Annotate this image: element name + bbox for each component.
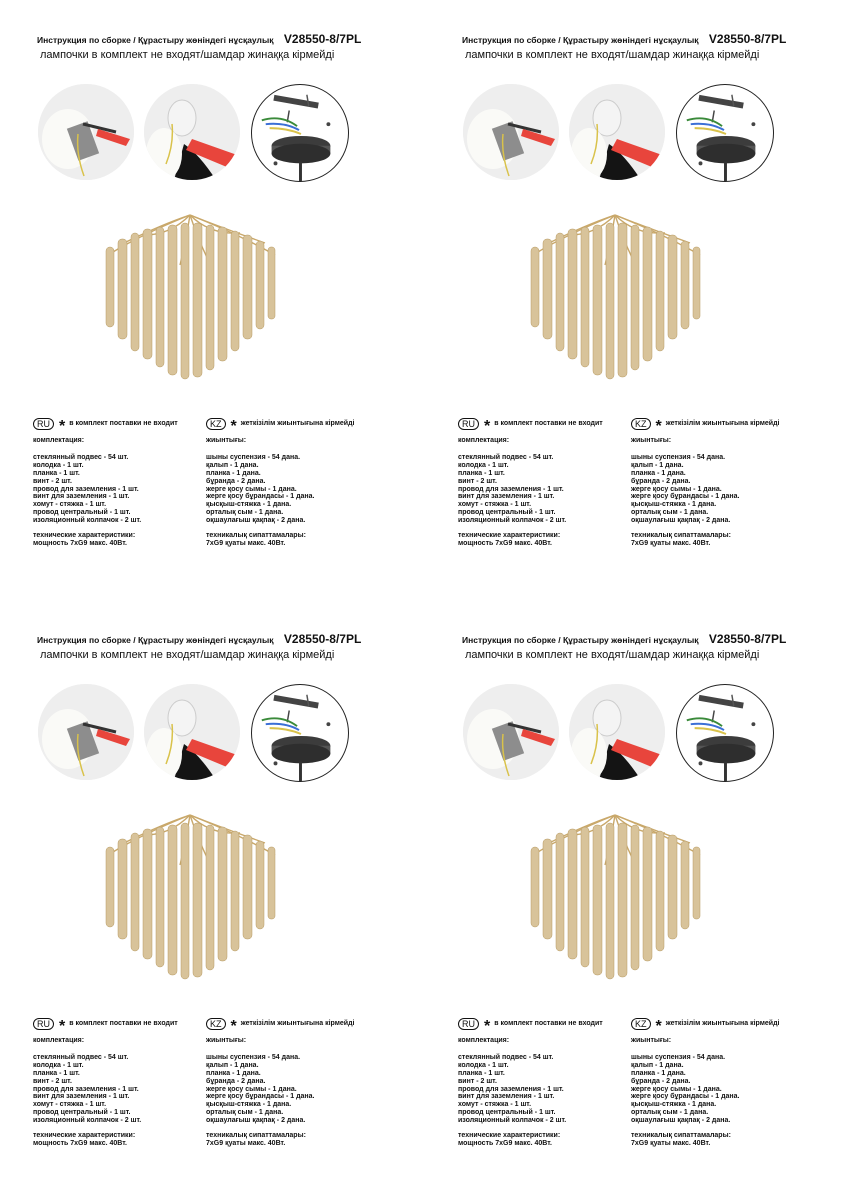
- ru-kit-item: провод для заземления - 1 шт.: [33, 485, 139, 493]
- ru-kit-item: винт - 2 шт.: [33, 477, 72, 485]
- ru-kit-item: планка - 1 шт.: [458, 469, 505, 477]
- wiring-photo-icon: [144, 84, 240, 180]
- kz-not-included-note: жеткізілім жиынтығына кірмейді: [665, 1020, 780, 1028]
- kz-spec: 7xG9 қуаты макс. 40Вт.: [206, 539, 286, 547]
- ru-kit-item: изоляционный колпачок - 2 шт.: [458, 517, 567, 525]
- kz-kit-item: бұранда - 2 дана.: [206, 477, 266, 485]
- model-code: V28550-8/7PL: [283, 32, 362, 46]
- instruction-sheet: [425, 0, 849, 600]
- kz-kit-title: жиынтығы:: [631, 1037, 672, 1044]
- kz-kit-item: шыны суспензия - 54 дана.: [206, 1053, 301, 1061]
- ru-kit-item: хомут - стяжка - 1 шт.: [33, 1101, 107, 1109]
- chandelier-image-icon: [525, 805, 705, 980]
- kz-kit-item: оқшаулағыш қақпақ - 2 дана.: [206, 1117, 306, 1125]
- ru-badge: RU: [33, 1018, 54, 1030]
- ru-kit-item: колодка - 1 шт.: [33, 1061, 84, 1069]
- kz-badge: KZ: [206, 1018, 226, 1030]
- asterisk-icon: *: [655, 418, 662, 435]
- kz-kit-item: жерге қосу сымы - 1 дана.: [206, 1085, 297, 1093]
- asterisk-icon: *: [484, 418, 491, 435]
- kz-spec-title: техникалық сипаттамалары:: [206, 1132, 306, 1140]
- ru-kit-item: провод центральный - 1 шт.: [33, 1109, 131, 1117]
- kz-spec: 7xG9 қуаты макс. 40Вт.: [631, 1139, 711, 1147]
- kz-spec: 7xG9 қуаты макс. 40Вт.: [631, 539, 711, 547]
- instruction-header: [37, 630, 361, 661]
- ru-kit-item: изоляционный колпачок - 2 шт.: [458, 1117, 567, 1125]
- ru-kit-item: провод центральный - 1 шт.: [458, 1109, 556, 1117]
- kz-kit-item: жерге қосу бұрандасы - 1 дана.: [206, 493, 315, 501]
- asterisk-icon: *: [484, 1018, 491, 1035]
- ru-kit-item: винт для заземления - 1 шт.: [458, 493, 555, 501]
- chandelier-image-icon: [100, 805, 280, 980]
- kz-kit-item: қалып - 1 дана.: [206, 1061, 259, 1069]
- ru-kit-item: изоляционный колпачок - 2 шт.: [33, 1117, 142, 1125]
- ru-kit-item: планка - 1 шт.: [33, 1069, 80, 1077]
- ru-kit-item: винт для заземления - 1 шт.: [458, 1093, 555, 1101]
- kz-kit-item: орталық сым - 1 дана.: [206, 509, 284, 517]
- ru-kit-item: колодка - 1 шт.: [458, 1061, 509, 1069]
- ru-badge: RU: [458, 418, 479, 430]
- ru-spec-title: технические характеристики:: [33, 1132, 136, 1140]
- kz-badge: KZ: [206, 418, 226, 430]
- mounting-diagram-icon: [251, 684, 349, 782]
- chandelier-image-icon: [525, 205, 705, 380]
- screwdriver-photo-icon: [38, 684, 134, 780]
- ru-kit-item: стеклянный подвес - 54 шт.: [458, 453, 554, 461]
- wiring-photo-icon: [144, 684, 240, 780]
- kz-kit-item: жерге қосу бұрандасы - 1 дана.: [631, 493, 740, 501]
- asterisk-icon: *: [59, 1018, 66, 1035]
- ru-kit-item: изоляционный колпачок - 2 шт.: [33, 517, 142, 525]
- ru-badge: RU: [458, 1018, 479, 1030]
- instruction-header: [37, 30, 361, 61]
- ru-column: [458, 1017, 603, 1148]
- instruction-title: Инструкция по сборке / Құрастыру жөніндегі нұсқаулық: [37, 635, 274, 645]
- ru-spec-title: технические характеристики:: [458, 1132, 561, 1140]
- instruction-title: Инструкция по сборке / Құрастыру жөніндегі нұсқаулық: [462, 35, 699, 45]
- model-code: V28550-8/7PL: [283, 632, 362, 646]
- ru-kit-item: хомут - стяжка - 1 шт.: [458, 1101, 532, 1109]
- ru-not-included-note: в комплект поставки не входит: [69, 1020, 178, 1028]
- kz-kit-title: жиынтығы:: [631, 437, 672, 444]
- ru-column: [458, 417, 603, 548]
- kz-kit-item: қысқыш-стяжка - 1 дана.: [206, 1101, 292, 1109]
- ru-badge: RU: [33, 418, 54, 430]
- mounting-diagram-icon: [251, 84, 349, 182]
- asterisk-icon: *: [230, 1018, 237, 1035]
- instruction-sheet: [0, 600, 424, 1200]
- kz-kit-title: жиынтығы:: [206, 437, 247, 444]
- bulbs-note: лампочки в комплект не входят/шамдар жинаққа кірмейді: [40, 49, 335, 61]
- bulbs-note: лампочки в комплект не входят/шамдар жинаққа кірмейді: [40, 649, 335, 661]
- kz-kit-item: бұранда - 2 дана.: [631, 477, 691, 485]
- kz-kit-item: орталық сым - 1 дана.: [631, 1109, 709, 1117]
- screwdriver-photo-icon: [463, 84, 559, 180]
- ru-kit-item: планка - 1 шт.: [458, 1069, 505, 1077]
- kz-kit-item: оқшаулағыш қақпақ - 2 дана.: [631, 517, 731, 525]
- kz-kit-item: шыны суспензия - 54 дана.: [206, 453, 301, 461]
- ru-spec: мощность 7xG9 макс. 40Вт.: [458, 1139, 552, 1147]
- ru-kit-item: стеклянный подвес - 54 шт.: [458, 1053, 554, 1061]
- kz-column: [206, 1017, 354, 1148]
- instruction-header: [462, 630, 786, 661]
- kz-kit-item: жерге қосу бұрандасы - 1 дана.: [631, 1093, 740, 1101]
- kz-column: [206, 417, 354, 548]
- ru-spec: мощность 7xG9 макс. 40Вт.: [33, 1139, 127, 1147]
- kz-spec-title: техникалық сипаттамалары:: [631, 532, 731, 540]
- screwdriver-photo-icon: [38, 84, 134, 180]
- ru-kit-item: винт для заземления - 1 шт.: [33, 493, 130, 501]
- ru-kit-item: колодка - 1 шт.: [458, 461, 509, 469]
- kz-not-included-note: жеткізілім жиынтығына кірмейді: [240, 420, 355, 428]
- asterisk-icon: *: [230, 418, 237, 435]
- kz-kit-item: қалып - 1 дана.: [631, 1061, 684, 1069]
- kz-kit-item: шыны суспензия - 54 дана.: [631, 1053, 726, 1061]
- ru-spec: мощность 7xG9 макс. 40Вт.: [458, 539, 552, 547]
- ru-kit-title: комплектация:: [33, 1037, 85, 1044]
- ru-kit-item: провод центральный - 1 шт.: [458, 509, 556, 517]
- ru-kit-item: хомут - стяжка - 1 шт.: [33, 501, 107, 509]
- kz-not-included-note: жеткізілім жиынтығына кірмейді: [240, 1020, 355, 1028]
- instruction-title: Инструкция по сборке / Құрастыру жөніндегі нұсқаулық: [462, 635, 699, 645]
- instruction-header: [462, 30, 786, 61]
- kz-kit-item: шыны суспензия - 54 дана.: [631, 453, 726, 461]
- asterisk-icon: *: [655, 1018, 662, 1035]
- ru-kit-item: винт - 2 шт.: [33, 1077, 72, 1085]
- kz-kit-item: жерге қосу бұрандасы - 1 дана.: [206, 1093, 315, 1101]
- ru-kit-item: колодка - 1 шт.: [33, 461, 84, 469]
- kz-kit-item: жерге қосу сымы - 1 дана.: [631, 1085, 722, 1093]
- kz-kit-item: орталық сым - 1 дана.: [631, 509, 709, 517]
- chandelier-image-icon: [100, 205, 280, 380]
- kz-spec-title: техникалық сипаттамалары:: [206, 532, 306, 540]
- kz-kit-item: қалып - 1 дана.: [206, 461, 259, 469]
- kz-kit-item: планка - 1 дана.: [206, 1069, 261, 1077]
- ru-not-included-note: в комплект поставки не входит: [494, 1020, 603, 1028]
- bulbs-note: лампочки в комплект не входят/шамдар жинаққа кірмейді: [465, 49, 760, 61]
- ru-column: [33, 417, 178, 548]
- kz-kit-item: планка - 1 дана.: [631, 1069, 686, 1077]
- kz-kit-item: қалып - 1 дана.: [631, 461, 684, 469]
- ru-column: [33, 1017, 178, 1148]
- kz-kit-item: планка - 1 дана.: [206, 469, 261, 477]
- kz-kit-item: жерге қосу сымы - 1 дана.: [631, 485, 722, 493]
- wiring-photo-icon: [569, 684, 665, 780]
- ru-kit-item: винт - 2 шт.: [458, 477, 497, 485]
- model-code: V28550-8/7PL: [708, 632, 787, 646]
- kz-kit-item: бұранда - 2 дана.: [206, 1077, 266, 1085]
- model-code: V28550-8/7PL: [708, 32, 787, 46]
- kz-kit-item: жерге қосу сымы - 1 дана.: [206, 485, 297, 493]
- kz-column: [631, 1017, 779, 1148]
- kz-kit-item: планка - 1 дана.: [631, 469, 686, 477]
- screwdriver-photo-icon: [463, 684, 559, 780]
- kz-column: [631, 417, 779, 548]
- ru-not-included-note: в комплект поставки не входит: [69, 420, 178, 428]
- ru-kit-item: провод центральный - 1 шт.: [33, 509, 131, 517]
- ru-kit-item: провод для заземления - 1 шт.: [458, 1085, 564, 1093]
- kz-kit-item: бұранда - 2 дана.: [631, 1077, 691, 1085]
- kz-kit-item: орталық сым - 1 дана.: [206, 1109, 284, 1117]
- mounting-diagram-icon: [676, 84, 774, 182]
- ru-kit-item: стеклянный подвес - 54 шт.: [33, 453, 129, 461]
- kz-spec: 7xG9 қуаты макс. 40Вт.: [206, 1139, 286, 1147]
- kz-kit-item: қысқыш-стяжка - 1 дана.: [631, 501, 717, 509]
- kz-kit-item: қысқыш-стяжка - 1 дана.: [206, 501, 292, 509]
- ru-kit-item: провод для заземления - 1 шт.: [458, 485, 564, 493]
- kz-kit-title: жиынтығы:: [206, 1037, 247, 1044]
- ru-spec: мощность 7xG9 макс. 40Вт.: [33, 539, 127, 547]
- ru-kit-title: комплектация:: [458, 437, 510, 444]
- ru-spec-title: технические характеристики:: [33, 532, 136, 540]
- instruction-sheet: [425, 600, 849, 1200]
- ru-kit-item: стеклянный подвес - 54 шт.: [33, 1053, 129, 1061]
- kz-kit-item: оқшаулағыш қақпақ - 2 дана.: [631, 1117, 731, 1125]
- kz-badge: KZ: [631, 418, 651, 430]
- kz-badge: KZ: [631, 1018, 651, 1030]
- kz-kit-item: қысқыш-стяжка - 1 дана.: [631, 1101, 717, 1109]
- asterisk-icon: *: [59, 418, 66, 435]
- ru-kit-item: планка - 1 шт.: [33, 469, 80, 477]
- ru-not-included-note: в комплект поставки не входит: [494, 420, 603, 428]
- ru-kit-title: комплектация:: [33, 437, 85, 444]
- wiring-photo-icon: [569, 84, 665, 180]
- ru-spec-title: технические характеристики:: [458, 532, 561, 540]
- ru-kit-item: винт - 2 шт.: [458, 1077, 497, 1085]
- kz-kit-item: оқшаулағыш қақпақ - 2 дана.: [206, 517, 306, 525]
- kz-spec-title: техникалық сипаттамалары:: [631, 1132, 731, 1140]
- ru-kit-item: провод для заземления - 1 шт.: [33, 1085, 139, 1093]
- instruction-title: Инструкция по сборке / Құрастыру жөніндегі нұсқаулық: [37, 35, 274, 45]
- instruction-sheet: [0, 0, 424, 600]
- ru-kit-item: хомут - стяжка - 1 шт.: [458, 501, 532, 509]
- ru-kit-title: комплектация:: [458, 1037, 510, 1044]
- kz-not-included-note: жеткізілім жиынтығына кірмейді: [665, 420, 780, 428]
- bulbs-note: лампочки в комплект не входят/шамдар жинаққа кірмейді: [465, 649, 760, 661]
- ru-kit-item: винт для заземления - 1 шт.: [33, 1093, 130, 1101]
- mounting-diagram-icon: [676, 684, 774, 782]
